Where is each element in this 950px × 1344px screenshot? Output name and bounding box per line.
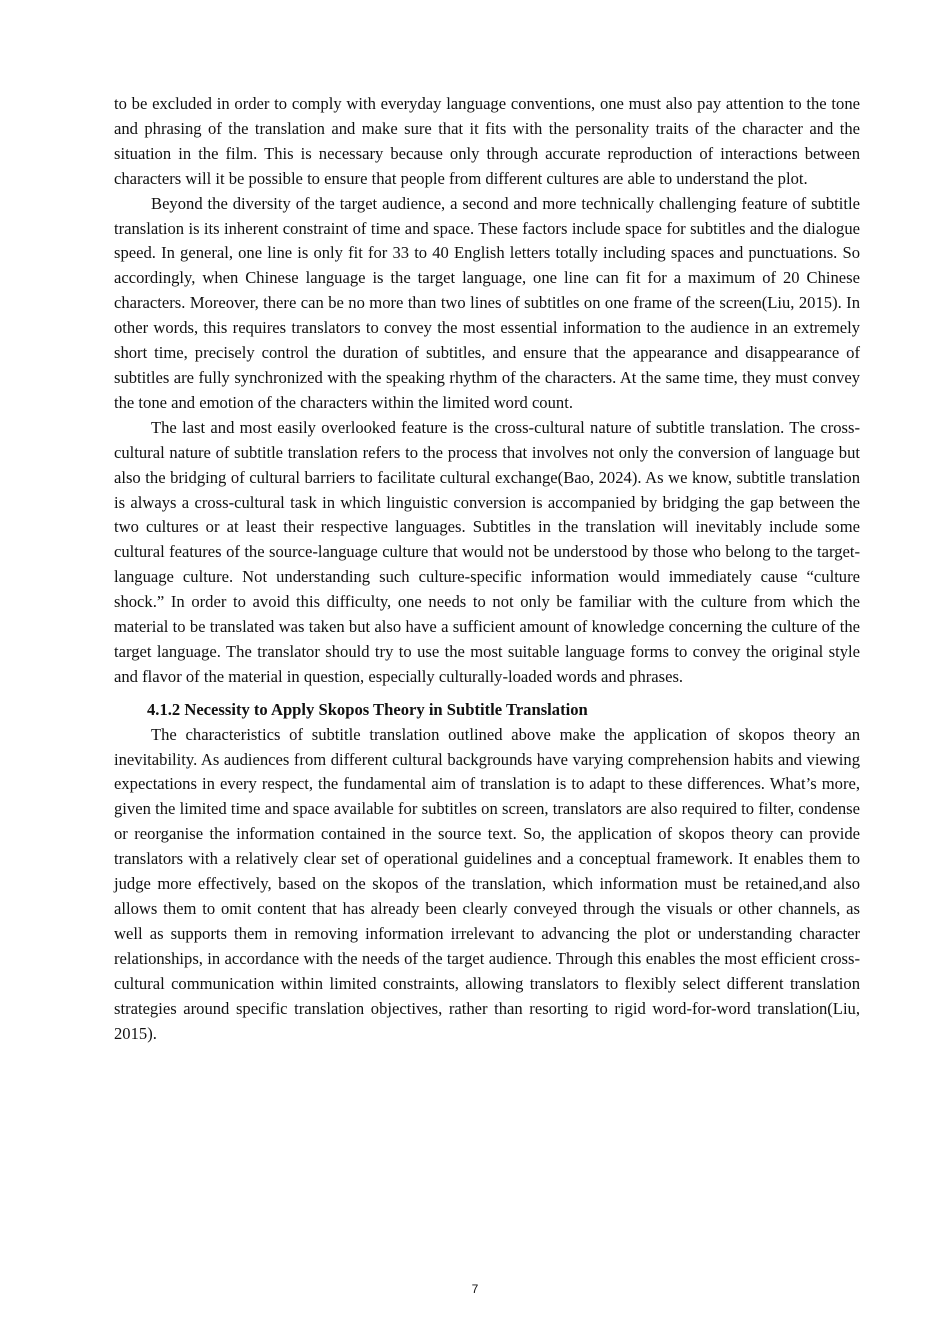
- section-heading: 4.1.2 Necessity to Apply Skopos Theory in Subtitle Translation: [147, 699, 588, 719]
- paragraph-skopos-necessity: The characteristics of subtitle translation outlined above make the application of skopos theory an inevitability. As audiences from different cultural backgrounds have varying comprehension habits and viewing expectations in every respect, the fundamental aim of translation is to adapt to these differences. What’s more, given the limited time and space available for subtitles on screen, translators are also required to filter, condense or reorganise the information contained in the source text. So, the application of skopos theory can provide translators with a relatively clear set of operational guidelines and a conceptual framework. It enables them to judge more effectively, based on the skopos of the translation, which information must be retained,and also allows them to omit content that has already been clearly conveyed through the visuals or other channels, as well as supports them in removing information irrelevant to advancing the plot or understanding character relationships, in accordance with the needs of the target audience. Through this enables the most efficient cross-cultural communication within limited constraints, allowing translators to flexibly select different translation strategies around specific translation objectives, rather than resorting to rigid word-for-word translation(Liu, 2015).: [114, 724, 860, 1043]
- paragraph-time-space-constraint: Beyond the diversity of the target audience, a second and more technically challenging feature of subtitle translation is its inherent constraint of time and space. These factors include space for subtitles and the dialogue speed. In general, one line is only fit for 33 to 40 English letters totally including spaces and punctuations. So accordingly, when Chinese language is the target language, one line can fit for a maximum of 20 Chinese characters. Moreover, there can be no more than two lines of subtitles on one frame of the screen(Liu, 2015). In other words, this requires translators to convey the most essential information to the audience in an extremely short time, precisely control the duration of subtitles, and ensure that the appearance and disappearance of subtitles are fully synchronized with the speaking rhythm of the characters. At the same time, they must convey the tone and emotion of the characters within the limited word count.: [114, 193, 860, 412]
- page-number: 7: [471, 1282, 479, 1296]
- document-page: [114, 92, 860, 1046]
- paragraph-cross-cultural-nature: The last and most easily overlooked feature is the cross-cultural nature of subtitle translation. The cross-cultural nature of subtitle translation refers to the process that involves not only the conversion of language but also the bridging of cultural barriers to facilitate cultural exchange(Bao, 2024). As we know, subtitle translation is always a cross-cultural task in which linguistic conversion is accompanied by bridging the gap between the two cultures or at least their respective languages. Subtitles in the translation will inevitably include some cultural features of the source-language culture that would not be understood by those who belong to the target-language culture. Not understanding such culture-specific information would immediately cause “culture shock.” In order to avoid this difficulty, one needs to not only be familiar with the culture from which the material to be translated was taken but also have a sufficient amount of knowledge concerning the culture of the target language. The translator should try to use the most suitable language forms to convey the original style and flavor of the material in question, especially culturally-loaded words and phrases.: [114, 417, 860, 686]
- paragraph-continuation: to be excluded in order to comply with everyday language conventions, one must also pay attention to the tone and phrasing of the translation and make sure that it fits with the personality traits of the character and the situation in the film. This is necessary because only through accurate reproduction of interactions between characters will it be possible to ensure that people from different cultures are able to understand the plot.: [114, 94, 860, 188]
